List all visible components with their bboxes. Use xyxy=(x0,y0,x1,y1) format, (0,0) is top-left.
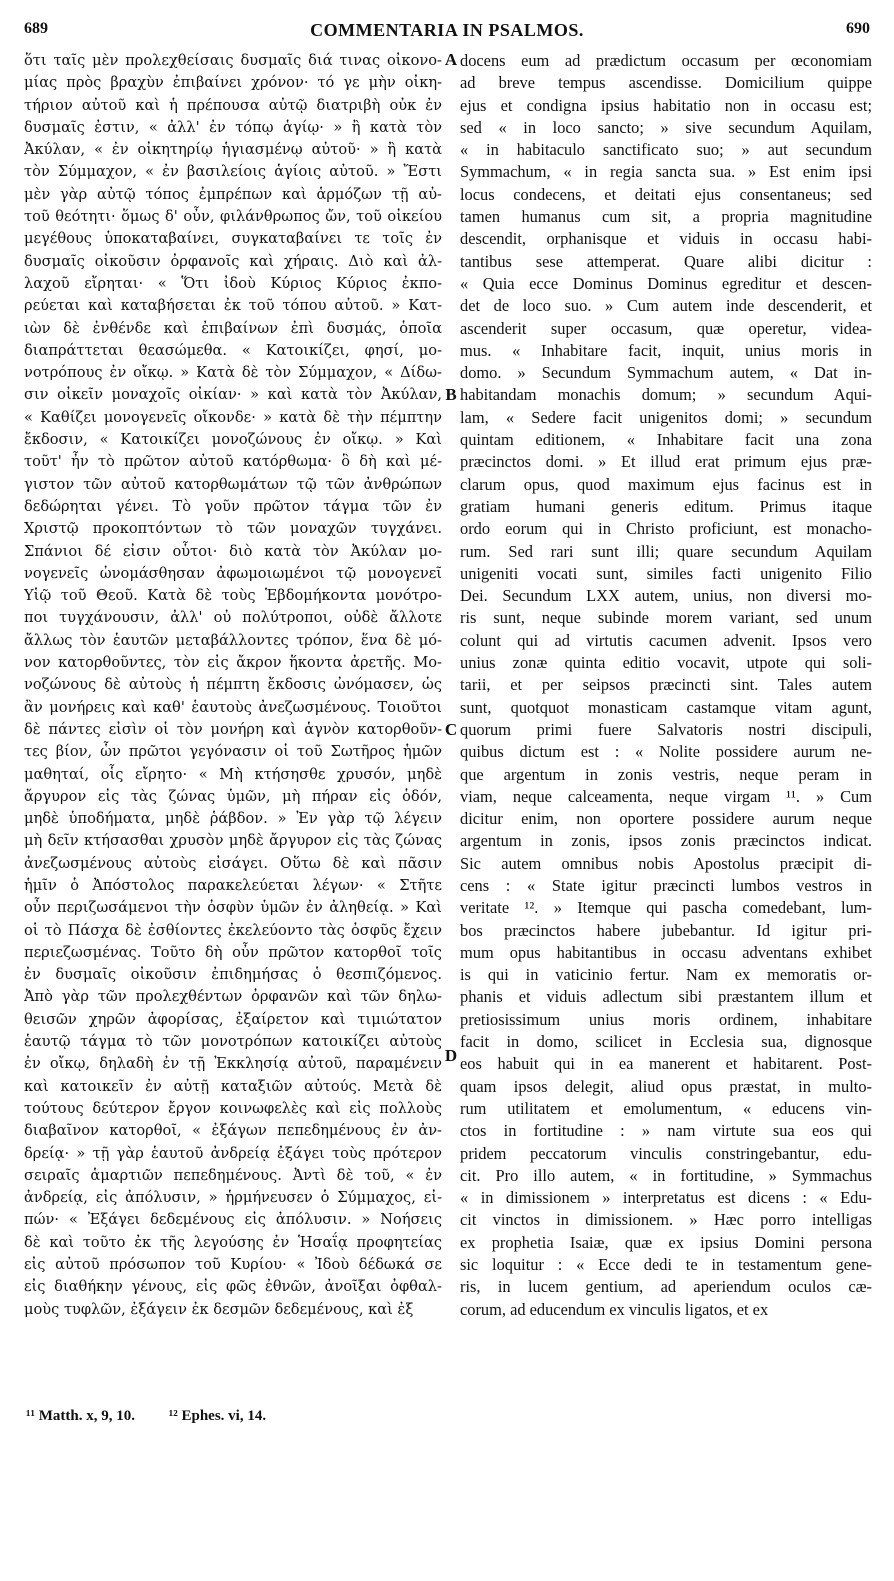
latin-column xyxy=(460,50,872,1321)
latin-text-line: tamen humanus cum sit, a propria magnitudine xyxy=(460,207,872,227)
latin-text-line: sic loquitur : « Ecce dedi te in testamentum gene- xyxy=(460,1255,872,1275)
latin-text-line: cens : « State igitur præcincti lumbos vestros in xyxy=(460,875,872,895)
greek-text-line: νοζώνους δὲ αὐτοὺς ἡ πέμπτη ἔκδοσις ὠνόμασεν, ὡς xyxy=(24,676,442,694)
latin-text-line: ex prophetia Isaiæ, quæ ex ipsius Domini persona xyxy=(460,1232,872,1252)
latin-text-line: eos habuit qui in ea manerent et habitarent. Post- xyxy=(460,1054,872,1074)
greek-text-line: ἔκδοσιν, « Κατοικίζει μονοζώνους ἐν οἴκῳ. » Καὶ xyxy=(24,431,442,449)
greek-text-line: δὲ πάντες εἰσὶν οἱ τὸν μονήρη καὶ ἁγνὸν κατορθοῦν- xyxy=(24,720,442,738)
latin-text-line: rum utilitatem et emolumentum, « educens vin- xyxy=(460,1098,872,1118)
latin-text-line: « Quia ecce Dominus Dominus egreditur et descen- xyxy=(460,273,872,293)
latin-text-line: ris sunt, neque subinde morem variant, sed unum xyxy=(460,608,872,628)
latin-text-line: is qui in vaticinio fertur. Nam ex memoratis or- xyxy=(460,965,872,985)
greek-text-line: τούτους δεύτερον ἔργον κοινωφελὲς καὶ εἰς πολλοὺς xyxy=(24,1099,442,1117)
latin-text-line: domo. » Secundum Symmachum autem, « Dat in- xyxy=(460,363,872,383)
latin-text-line: ejus et condigna ipsius habitatio non in occasu est; xyxy=(460,95,872,115)
latin-text-line: dicitur enim, non oportere possidere aurum neque xyxy=(460,809,872,829)
greek-text-line: Σπάνιοι δέ εἰσιν οὗτοι· διὸ κατὰ τὸν Ἀκύλαν μο- xyxy=(24,542,442,560)
greek-text-line: τὸν Σύμμαχον, « ἐν βασιλείοις ἁγίοις αὐτοῦ. » Ἔστι xyxy=(24,163,442,181)
greek-text-line: περιεζωσμένας. Τοῦτο δὴ οὖν πρῶτον κατορθοῖ τοῖς xyxy=(24,943,442,961)
latin-text-line: sed « in loco sancto; » sive secundum Aquilam, xyxy=(460,117,872,137)
latin-text-line: unius zonæ quinta editio vocavit, utpote qui soli- xyxy=(460,653,872,673)
greek-text-line: Ἀκύλαν, « ἐν οἰκητηρίῳ ἡγιασμένῳ αὐτοῦ· » ἢ κατὰ xyxy=(24,141,442,159)
greek-text-line: τήριον αὐτοῦ καὶ ἡ πρέπουσα αὐτῷ διατριβὴ οὐκ ἐν xyxy=(24,96,442,114)
greek-text-line: μὴ δεῖν κτήσασθαι χρυσὸν μηδὲ ἄργυρον εἰς τὰς ζώνας xyxy=(24,832,442,850)
latin-text-line: unigeniti vocati sunt, similes facti unigenito Filio xyxy=(460,563,872,583)
latin-text-line: locus condecens, et deitati ejus consentaneus; sed xyxy=(460,184,872,204)
greek-text-line: τοῦ θεότητι· ὅμως δ' οὖν, φιλάνθρωπος ὤν, τοῦ οἰκείου xyxy=(24,208,442,226)
greek-text-line: νον κατορθοῦντες, τὸν εἰς ἄκρον ἥκοντα ἀρετῆς. Μο- xyxy=(24,654,442,672)
greek-text-line: νογενεῖς ὠνομάσθησαν ἀφωμοιωμένοι τῷ μονογενεῖ xyxy=(24,564,442,582)
latin-text-line: ad breve tempus ascendisse. Domicilium quippe xyxy=(460,73,872,93)
latin-text-line: tantibus sese attemperat. Quare alibi dicitur : xyxy=(460,251,872,271)
latin-text-line: docens eum ad prædictum occasum per œconomiam xyxy=(460,51,872,70)
greek-text-line: ἡμῖν ὁ Ἀπόστολος παρακελεύεται λέγων· « Στῆτε xyxy=(24,876,442,894)
greek-text-line: δρείᾳ· » τῇ γὰρ ἑαυτοῦ ἀνδρείᾳ ἐξάγει τοὺς πρότερον xyxy=(24,1144,442,1162)
latin-text-line: gratiam humani generis editum. Primus itaque xyxy=(460,496,872,516)
greek-text-line: ὅτι ταῖς μὲν προλεχθείσαις δυσμαῖς διά τινας οἰκονο- xyxy=(24,52,442,69)
greek-column xyxy=(24,50,442,1321)
latin-text-line: quintam editionem, « Inhabitare facit una zona xyxy=(460,430,872,450)
greek-text-line: ρεύεται καὶ καταβήσεται ἐκ τοῦ τόπου αὐτοῦ. » Κατ- xyxy=(24,297,442,315)
greek-text-line: ἂν μονήρεις καὶ καθ' ἑαυτοὺς ἀνεζωσμένους. Τοιοῦτοι xyxy=(24,698,442,716)
greek-text-line: ἑαυτῷ τάγμα τὸ τῶν μονοτρόπων κατοικίζει αὐτοὺς xyxy=(24,1033,442,1051)
latin-text-line: ris, in lucem gentium, ad aperiendum oculos cæ- xyxy=(460,1277,872,1297)
latin-text-line: bos præcinctos habere jubebantur. Id igitur pri- xyxy=(460,920,872,940)
greek-text-line: Χριστῷ προκοπτόντων τὸ τῶν μοναχῶν τυγχάνει. xyxy=(24,520,442,538)
greek-text-line: καὶ κατοικεῖν ἐν αὐτῇ καταξιῶν αὐτούς. Μετὰ δὲ xyxy=(24,1077,442,1095)
greek-text-line: μίας πρὸς βραχὺν ἐπιβαίνει χρόνον· τό γε μὴν οἰκη- xyxy=(24,74,442,92)
latin-text-line: « in habitaculo sanctificato suo; » aut secundum xyxy=(460,140,872,160)
latin-text-line: que argentum in zonis vestris, neque peram in xyxy=(460,764,872,784)
greek-text-line: τες βίον, ὧν πρῶτοι γεγόνασιν οἱ τοῦ Σωτῆρος ἡμῶν xyxy=(24,743,442,761)
greek-text-line: σιν οἰκεῖν μοναχοῖς οἰκίαν· » καὶ κατὰ τὸν Ἀκύλαν, xyxy=(24,386,442,404)
greek-text-line: μηδὲ ὑποδήματα, μηδὲ ῥάβδον. » Ἐν γὰρ τῷ λέγειν xyxy=(24,810,442,828)
greek-text-line: τοῦτ' ἦν τὸ πρῶτον αὐτοῦ κατόρθωμα· ὃ δὴ καὶ μέ- xyxy=(24,453,442,471)
page-number-left: 689 xyxy=(24,20,48,37)
footnotes xyxy=(26,1408,296,1425)
margin-marker-d: D xyxy=(444,1046,458,1065)
latin-text-line: rum. Sed rari sunt illi; quare secundum Aquilam xyxy=(460,541,872,561)
latin-text-line: ordo eorum qui in Christo proficiunt, est monacho- xyxy=(460,519,872,539)
greek-text-line: οὖν περιζωσάμενοι τὴν ὀσφὺν ὑμῶν ἐν ἀληθείᾳ. » Καὶ xyxy=(24,899,442,917)
latin-text-line: « in dimissionem » interpretatus est dicens : « Edu- xyxy=(460,1188,872,1208)
latin-text-line: tarii, et per seipsos præcincti sint. Tales autem xyxy=(460,675,872,695)
running-title: COMMENTARIA IN PSALMOS. xyxy=(310,20,584,40)
greek-text-line: ἐν οἴκῳ, δηλαδὴ ἐν τῇ Ἐκκλησίᾳ αὐτοῦ, παραμένειν xyxy=(24,1055,442,1073)
latin-text-line: mum opus habitantibus in occasu adventans exhibet xyxy=(460,942,872,962)
greek-text-line: μεγέθους ὑποκαταβαίνει, συγκαταβαίνει τε τοῖς ἐν xyxy=(24,230,442,248)
latin-text-line: Dei. Secundum LXX autem, unius, non diversi mo- xyxy=(460,586,872,606)
footnote-11: ¹¹ Matth. x, 9, 10. xyxy=(26,1408,135,1424)
margin-marker-a: A xyxy=(444,50,458,69)
latin-text-line: clarum opus, quod maximum ejus facinus est in xyxy=(460,474,872,494)
greek-text-line: ἀνεζωσμένους αὐτοὺς εἰσάγει. Οὕτω δὲ καὶ πᾶσιν xyxy=(24,854,442,872)
greek-text-line: διαπράττεται θεασώμεθα. « Κατοικίζει, φησί, μο- xyxy=(24,341,442,359)
footnote-12: ¹² Ephes. vi, 14. xyxy=(168,1408,267,1424)
greek-text-line: ἄλλως τὸν ἑαυτῶν μεταβάλλοντες τρόπον, ἕνα δὲ μό- xyxy=(24,631,442,649)
greek-text-line: ἀνδρείᾳ, εἰς ἀπόλυσιν, » ἡρμήνευσεν ὁ Σύμμαχος, εἰ- xyxy=(24,1189,442,1207)
greek-text-line: εἰς αὐτοῦ πρόσωπον τοῦ Κυρίου· « Ἰδοὺ δέδωκά σε xyxy=(24,1256,442,1274)
latin-text-line: mus. « Inhabitare facit, inquit, unius moris in xyxy=(460,340,872,360)
greek-text-line: νοτρόπους ἐν οἴκῳ. » Κατὰ δὲ τὸν Σύμμαχον, « Δίδω- xyxy=(24,364,442,382)
greek-text-line: « Καθίζει μονογενεῖς οἴκονδε· » κατὰ δὲ τὴν πέμπτην xyxy=(24,408,442,426)
greek-text-line: ποι τυγχάνουσιν, ἀλλ' οὐ πολύτροποι, οὐδὲ ἄλλοτε xyxy=(24,609,442,627)
greek-text-line: ἐν δυσμαῖς οἰκοῦσιν ἐπιδημήσας ὁ θεσπιζόμενος. xyxy=(24,966,442,984)
latin-text-line: cit. Pro illo autem, « in fortitudine, » Symmachus xyxy=(460,1165,872,1185)
latin-text-line: quam ipsos delegit, aliud opus præstat, in multo- xyxy=(460,1076,872,1096)
greek-text-line: Υἱῷ τοῦ Θεοῦ. Κατὰ δὲ τοὺς Ἑβδομήκοντα μονότρο- xyxy=(24,587,442,605)
latin-text-line: argentum in zonis, ipsos zonis præcinctos indicat. xyxy=(460,831,872,851)
latin-text-line: lam, « Sedere facit unigenitos domi; » secundum xyxy=(460,407,872,427)
latin-text-line: quorum primi fuere Salvatoris nostri discipuli, xyxy=(460,719,872,739)
latin-text-line: viam, neque calceamenta, neque virgam ¹¹. » Cum xyxy=(460,786,872,806)
latin-text-line: quibus dictum est : « Nolite possidere aurum ne- xyxy=(460,742,872,762)
greek-text-line: λαχοῦ εἴρηται· « Ὅτι ἰδοὺ Κύριος Κύριος ἐκπο- xyxy=(24,274,442,292)
greek-text-line: διαβαῖνον κατορθοῖ, « ἐξάγων πεπεδημένους ἐν ἀν- xyxy=(24,1122,442,1140)
greek-text-line: θεισῶν χηρῶν ἀφορίσας, ἐξαίρετον καὶ τιμιώτατον xyxy=(24,1010,442,1028)
greek-text-line: ιὼν δὲ ἐνθένδε καὶ ἐπιβαίνων ἐπὶ δυσμάς, ὁποῖα xyxy=(24,319,442,337)
latin-text-line: ctos in fortitudine : » nam virtute sua eos qui xyxy=(460,1121,872,1141)
latin-text-line: præcinctos domi. » Et illud erat primum ejus præ- xyxy=(460,452,872,472)
greek-text-line: οἱ τὸ Πάσχα δὲ ἐσθίοντες ἐκελεύοντο τὰς ὀσφῦς ἔχειν xyxy=(24,921,442,939)
latin-text-line: ascenderit super occasum, quæ operetur, videa- xyxy=(460,318,872,338)
greek-text-line: δυσμαῖς ἐστιν, « ἀλλ' ἐν τόπῳ ἁγίῳ· » ἢ κατὰ τὸν xyxy=(24,118,442,136)
greek-text-line: εἰς διαθήκην γένους, εἰς φῶς ἐθνῶν, ἀνοῖξαι ὀφθαλ- xyxy=(24,1278,442,1296)
latin-text-line: phanis et viduis adlectum sibi præstantem illum et xyxy=(460,987,872,1007)
latin-text-line: sunt, quotquot monasticam castamque vitam agunt, xyxy=(460,697,872,717)
greek-text-line: ἄργυρον εἰς τὰς ζώνας ὑμῶν, μὴ πήραν εἰς ὁδόν, xyxy=(24,787,442,805)
page-number-right: 690 xyxy=(846,20,870,37)
margin-marker-b: B xyxy=(445,385,457,404)
greek-text-line: σειραῖς ἁμαρτιῶν πεπεδημένους. Ἀντὶ δὲ τοῦ, « ἐν xyxy=(24,1166,442,1184)
greek-text-line: δὲ καὶ τοῦτο ἐκ τῆς λεγούσης ἐν Ἡσαΐᾳ προφητείας xyxy=(24,1233,442,1251)
latin-text-line: corum, ad educendum ex vinculis ligatos, et ex xyxy=(460,1299,769,1319)
greek-text-line: δεδώρηται γένει. Τὸ γοῦν πρῶτον τάγμα τῶν ἐν xyxy=(24,497,442,515)
greek-text-line: Ἀπὸ γὰρ τῶν προλεχθέντων ὀρφανῶν καὶ τῶν δηλω- xyxy=(24,988,442,1006)
latin-text-line: Sic autem omnibus nobis Apostolus præcipit di- xyxy=(460,853,872,873)
latin-text-line: det de loco suo. » Cum autem inde descenderit, et xyxy=(460,296,872,316)
latin-text-line: cit vinctos in dimissionem. » Hæc porro intelligas xyxy=(460,1210,872,1230)
latin-text-line: habitandam monachis domum; » secundum Aqui- xyxy=(460,385,872,405)
latin-text-line: veritate ¹². » Itemque qui pascha comedebant, lum- xyxy=(460,898,872,918)
greek-text-line: μαθηταί, οἷς εἴρητο· « Μὴ κτήσησθε χρυσόν, μηδὲ xyxy=(24,765,442,783)
greek-text-line: μοὺς τυφλῶν, ἐξάγειν ἐκ δεσμῶν δεδεμένους, καὶ ἐξ xyxy=(24,1300,414,1318)
latin-text-line: pridem peccatorum vinculis constringebantur, edu- xyxy=(460,1143,872,1163)
latin-text-line: facit in domo, scilicet in Ecclesia sua, dignosque xyxy=(460,1032,872,1052)
latin-text-line: Symmachum, « in regia sancta sua. » Est enim ipsi xyxy=(460,162,872,182)
latin-text-line: pretiosissimum unius moris ordinem, inhabitare xyxy=(460,1009,872,1029)
latin-text-line: colunt qui ad virtutis cacumen advenit. Ipsos vero xyxy=(460,630,872,650)
page-header xyxy=(24,20,870,44)
latin-text-line: descendit, orphanisque et viduis in occasu habi- xyxy=(460,229,872,249)
greek-text-line: γιστον τῶν αὐτοῦ κατορθωμάτων τῷ τῶν ἀνθρώπων xyxy=(24,475,442,493)
margin-marker-c: C xyxy=(444,720,458,739)
greek-text-line: δυσμαῖς οἰκοῦσιν ὀρφανοῖς καὶ χήραις. Διὸ καὶ ἀλ- xyxy=(24,252,442,270)
greek-text-line: μὲν γὰρ αὐτῷ τόπος ἐμπρέπων καὶ ἁρμόζων τῇ αὐ- xyxy=(24,185,442,203)
greek-text-line: πών· « Ἐξάγει δεδεμένους εἰς ἀπόλυσιν. » Νοήσεις xyxy=(24,1211,442,1229)
